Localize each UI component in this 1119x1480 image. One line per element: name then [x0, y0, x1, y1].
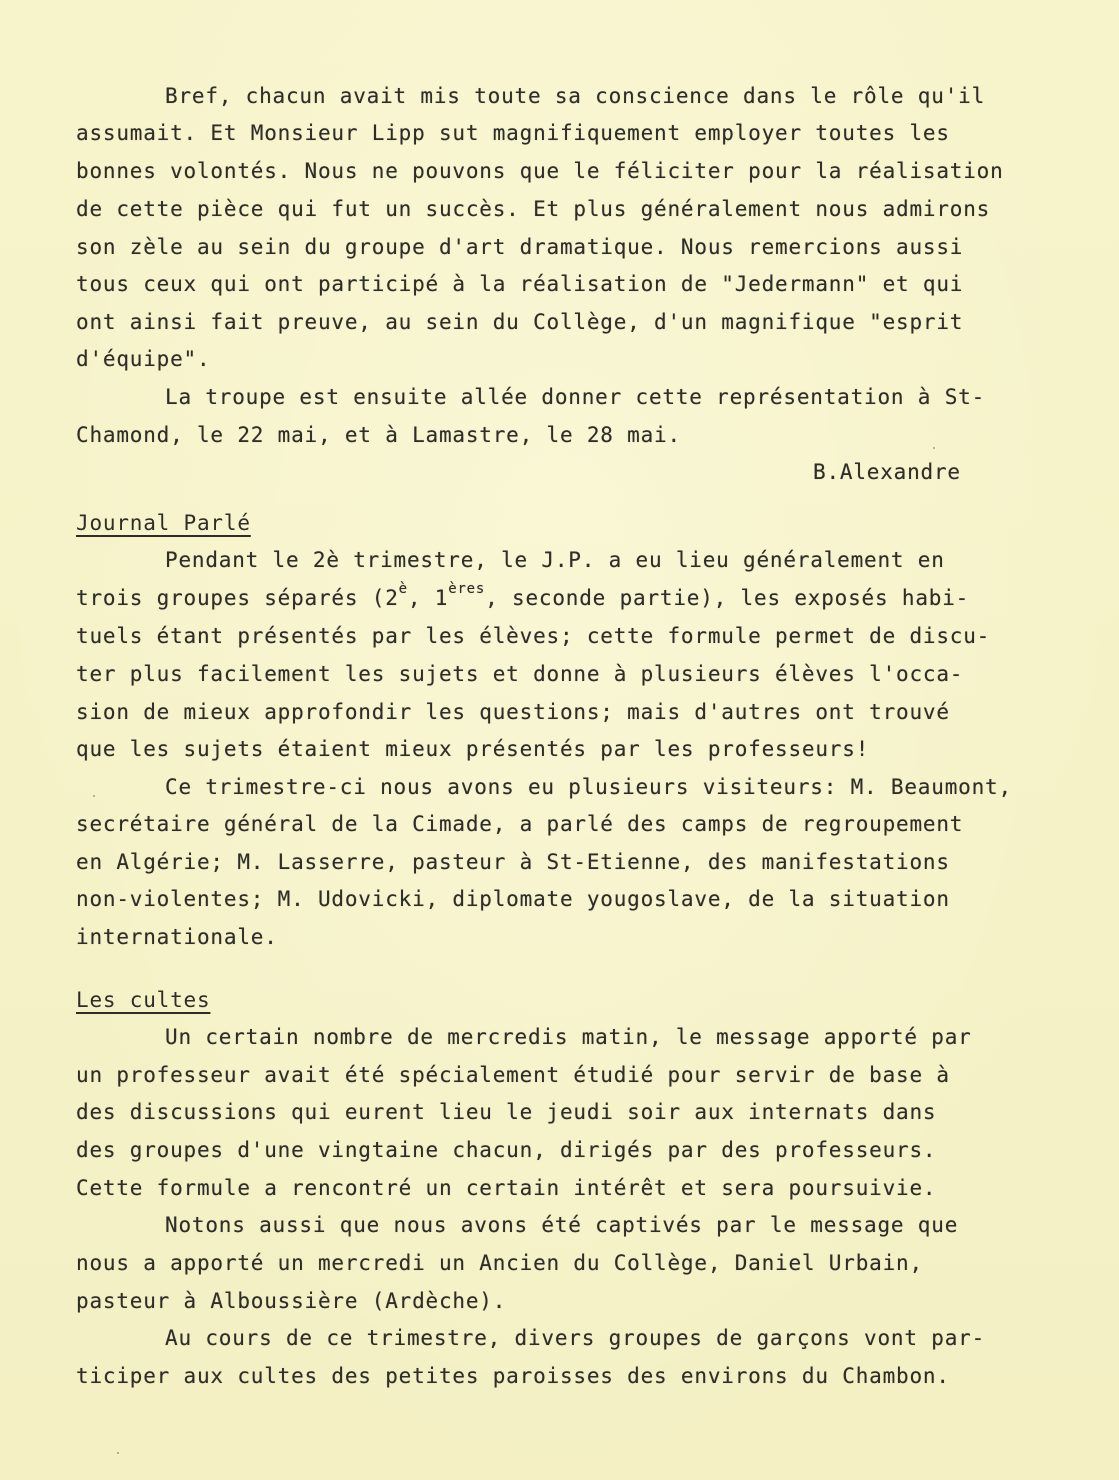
cultes-paragraph-2-line-2: nous a apporté un mercredi un Ancien du Collège, Daniel Urbain,	[76, 1251, 923, 1275]
cultes-paragraph-3-line-2: ticiper aux cultes des petites paroisses des environs du Chambon.	[76, 1364, 950, 1388]
journal-line-2-part-c: , seconde partie), les exposés habi-	[485, 586, 970, 610]
paragraph-1-line-4: de cette pièce qui fut un succès. Et plus généralement nous admirons	[76, 197, 991, 221]
superscript-eres: ères	[448, 581, 486, 597]
journal-paragraph-1-line-5: sion de mieux approfondir les questions; mais d'autres ont trouvé	[76, 700, 950, 724]
superscript-e-grave: è	[398, 581, 408, 597]
cultes-paragraph-1-line-4: des groupes d'une vingtaine chacun, dirigés par des professeurs.	[76, 1138, 937, 1162]
cultes-paragraph-1-line-2: un professeur avait été spécialement étudié pour servir de base à	[76, 1063, 950, 1087]
cultes-paragraph-3-line-1: Au cours de ce trimestre, divers groupes de garçons vont par-	[165, 1326, 986, 1350]
journal-paragraph-1-line-2	[76, 581, 970, 610]
journal-paragraph-2-line-2: secrétaire général de la Cimade, a parlé des camps de regroupement	[76, 812, 964, 836]
cultes-paragraph-2-line-1: Notons aussi que nous avons été captivés par le message que	[165, 1213, 959, 1237]
paragraph-1-line-3: bonnes volontés. Nous ne pouvons que le féliciter pour la réalisation	[76, 159, 1004, 183]
author-signature: B.Alexandre	[813, 460, 961, 484]
journal-paragraph-2-line-3: en Algérie; M. Lasserre, pasteur à St-Etienne, des manifestations	[76, 850, 950, 874]
paragraph-1-line-7: ont ainsi fait preuve, au sein du Collège, d'un magnifique "esprit	[76, 310, 964, 334]
paragraph-2-line-1: La troupe est ensuite allée donner cette représentation à St-	[165, 385, 986, 409]
journal-paragraph-1-line-6: que les sujets étaient mieux présentés par les professeurs!	[76, 737, 870, 761]
cultes-paragraph-1-line-5: Cette formule a rencontré un certain intérêt et sera poursuivie.	[76, 1176, 937, 1200]
journal-paragraph-2-line-5: internationale.	[76, 925, 278, 949]
paragraph-1-line-2: assumait. Et Monsieur Lipp sut magnifiquement employer toutes les	[76, 121, 950, 145]
paragraph-1-line-1: Bref, chacun avait mis toute sa conscience dans le rôle qu'il	[165, 84, 986, 108]
paper-speck	[933, 447, 935, 449]
paragraph-1-line-8: d'équipe".	[76, 347, 211, 371]
journal-paragraph-1-line-3: tuels étant présentés par les élèves; cette formule permet de discu-	[76, 624, 991, 648]
paper-speck	[93, 795, 95, 797]
paragraph-1-line-6: tous ceux qui ont participé à la réalisation de "Jedermann" et qui	[76, 272, 964, 296]
journal-line-2-part-a: trois groupes séparés (2	[76, 586, 399, 610]
paragraph-2-line-2: Chamond, le 22 mai, et à Lamastre, le 28 mai.	[76, 423, 681, 447]
journal-line-2-part-b: , 1	[407, 586, 449, 610]
section-heading-journal-parle: Journal Parlé	[76, 511, 251, 535]
journal-paragraph-1-line-4: ter plus facilement les sujets et donne à plusieurs élèves l'occa-	[76, 662, 964, 686]
journal-paragraph-1-line-1: Pendant le 2è trimestre, le J.P. a eu lieu généralement en	[165, 548, 945, 572]
paragraph-1-line-5: son zèle au sein du groupe d'art dramatique. Nous remercions aussi	[76, 235, 964, 259]
cultes-paragraph-1-line-3: des discussions qui eurent lieu le jeudi soir aux internats dans	[76, 1100, 937, 1124]
cultes-paragraph-1-line-1: Un certain nombre de mercredis matin, le message apporté par	[165, 1025, 972, 1049]
journal-paragraph-2-line-1: Ce trimestre-ci nous avons eu plusieurs visiteurs: M. Beaumont,	[165, 775, 1012, 799]
paper-speck	[117, 1452, 119, 1454]
section-heading-les-cultes: Les cultes	[76, 988, 211, 1012]
cultes-paragraph-2-line-3: pasteur à Alboussière (Ardèche).	[76, 1289, 507, 1313]
journal-paragraph-2-line-4: non-violentes; M. Udovicki, diplomate yougoslave, de la situation	[76, 887, 950, 911]
